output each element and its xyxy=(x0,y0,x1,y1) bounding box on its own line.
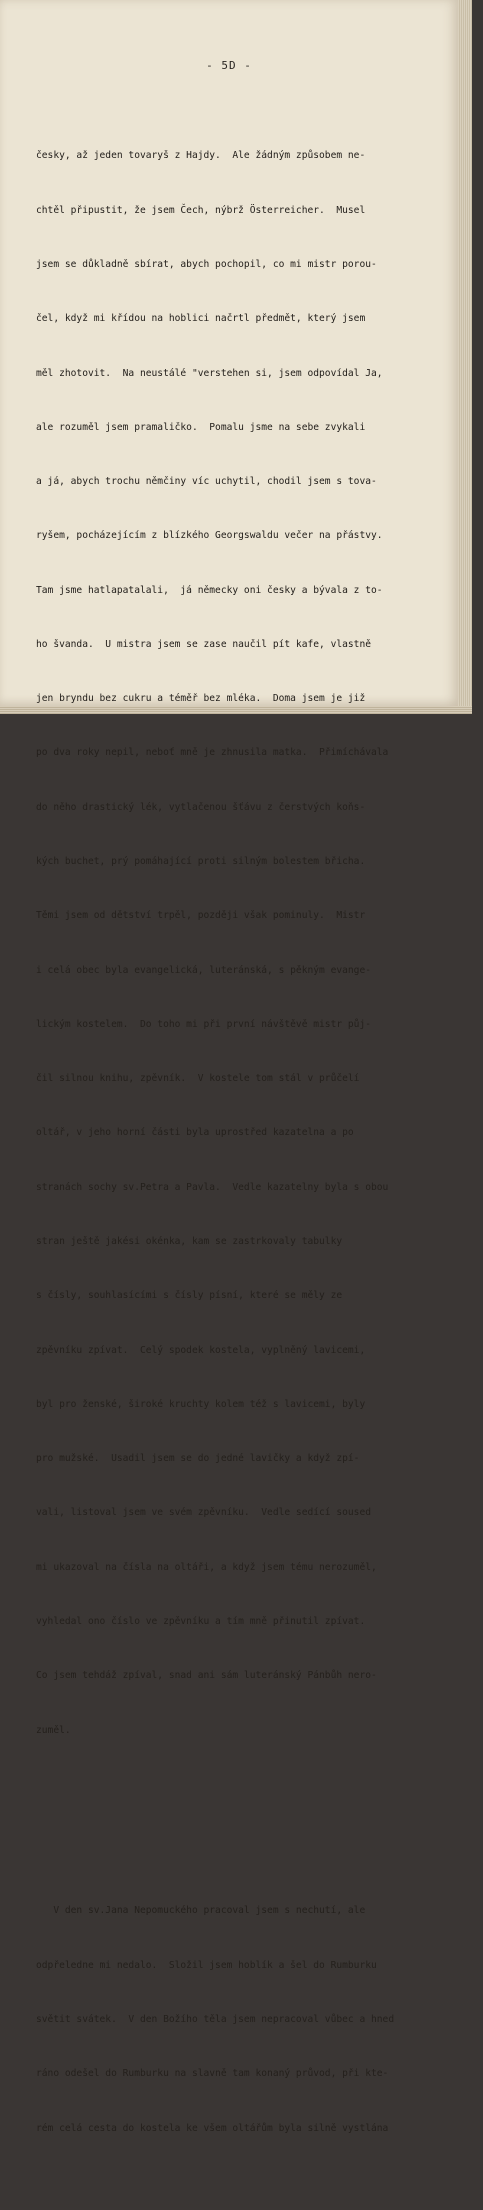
text-line: ryšem, pocházejícím z blízkého Georgswaldu večer na přástvy. xyxy=(36,530,383,542)
text-line: a já, abych trochu němčiny víc uchytil, chodil jsem s tova- xyxy=(36,476,377,488)
text-line: zpěvníku zpívat. Celý spodek kostela, vyplněný lavicemi, xyxy=(36,1344,366,1356)
page-number: - 5D - xyxy=(206,59,252,72)
text-line: světit svátek. V den Božího těla jsem nepracoval vůbec a hned xyxy=(36,2014,395,2026)
paragraph-gap xyxy=(36,1812,442,1830)
paragraph-2 xyxy=(36,1866,442,2174)
text-line: ale rozuměl jsem pramaličko. Pomalu jsme na sebe zvykali xyxy=(36,421,366,433)
text-line: čil silnou knihu, zpěvník. V kostele tom stál v průčelí xyxy=(36,1073,360,1085)
text-line: kých buchet, prý pomáhající proti silným bolestem břicha. xyxy=(36,856,366,868)
text-line: do něho drastický lék, vytlačenou šťávu z čerstvých koňs- xyxy=(36,801,366,813)
text-line: s čísly, souhlasícími s čísly písní, které se měly ze xyxy=(36,1290,343,1302)
page-stack-edge xyxy=(458,0,472,712)
text-line: zuměl. xyxy=(36,1724,71,1736)
text-line: oltář, v jeho horní části byla uprostřed kazatelna a po xyxy=(36,1127,354,1139)
text-line: ho švanda. U mistra jsem se zase naučil pít kafe, vlastně xyxy=(36,638,372,650)
page-stack-bottom xyxy=(0,706,472,714)
text-line: čel, když mi křídou na hoblici načrtl předmět, který jsem xyxy=(36,313,366,325)
page-body xyxy=(36,75,442,2210)
text-line: odpřeledne mi nedalo. Složil jsem hoblík a šel do Rumburku xyxy=(36,1959,377,1971)
text-line: vyhledal ono číslo ve zpěvníku a tím mně přinutil zpívat. xyxy=(36,1615,366,1627)
text-line: jen bryndu bez cukru a téměř bez mléka. Doma jsem je již xyxy=(36,693,366,705)
text-line: vali, listoval jsem ve svém zpěvníku. Vedle sedící soused xyxy=(36,1507,372,1519)
text-line: mi ukazoval na čísla na oltáři, a když jsem tému nerozuměl, xyxy=(36,1561,377,1573)
text-line: Tam jsme hatlapatalali, já německy oni česky a bývala z to- xyxy=(36,584,383,596)
text-line: lickým kostelem. Do toho mi při první návštěvě mistr půj- xyxy=(36,1018,372,1030)
text-line: měl zhotovit. Na neustálé "verstehen si, jsem odpovídal Ja, xyxy=(36,367,383,379)
text-line: stranách sochy sv.Petra a Pavla. Vedle kazatelny byla s obou xyxy=(36,1181,389,1193)
text-line: chtěl připustit, že jsem Čech, nýbrž Österreicher. Musel xyxy=(36,204,366,216)
text-line: česky, až jeden tovaryš z Hajdy. Ale žádným způsobem ne- xyxy=(36,150,366,162)
text-line: V den sv.Jana Nepomuckého pracoval jsem s nechutí, ale xyxy=(36,1905,366,1917)
text-line: ráno odešel do Rumburku na slavně tam konaný průvod, při kte- xyxy=(36,2068,389,2080)
text-line: byl pro ženské, široké kruchty kolem též s lavicemi, byly xyxy=(36,1398,366,1410)
text-line: pro mužské. Usadil jsem se do jedné lavičky a když zpí- xyxy=(36,1453,360,1465)
text-line: jsem se důkladně sbírat, abych pochopil, co mi mistr porou- xyxy=(36,258,377,270)
text-line: rém celá cesta do kostela ke všem oltářům byla silně vystlána xyxy=(36,2122,389,2134)
text-line: stran ještě jakési okénka, kam se zastrkovaly tabulky xyxy=(36,1236,343,1247)
text-line: Co jsem tehdáž zpíval, snad ani sám luteránský Pánbůh nero- xyxy=(36,1670,377,1682)
text-line: po dva roky nepil, neboť mně je zhnusila matka. Přimíchávala xyxy=(36,747,389,759)
paragraph-1 xyxy=(36,111,442,1776)
text-line: i celá obec byla evangelická, luteránská, s pěkným evange- xyxy=(36,964,372,976)
text-line: Těmi jsem od dětství trpěl, později však pominuly. Mistr xyxy=(36,910,366,922)
